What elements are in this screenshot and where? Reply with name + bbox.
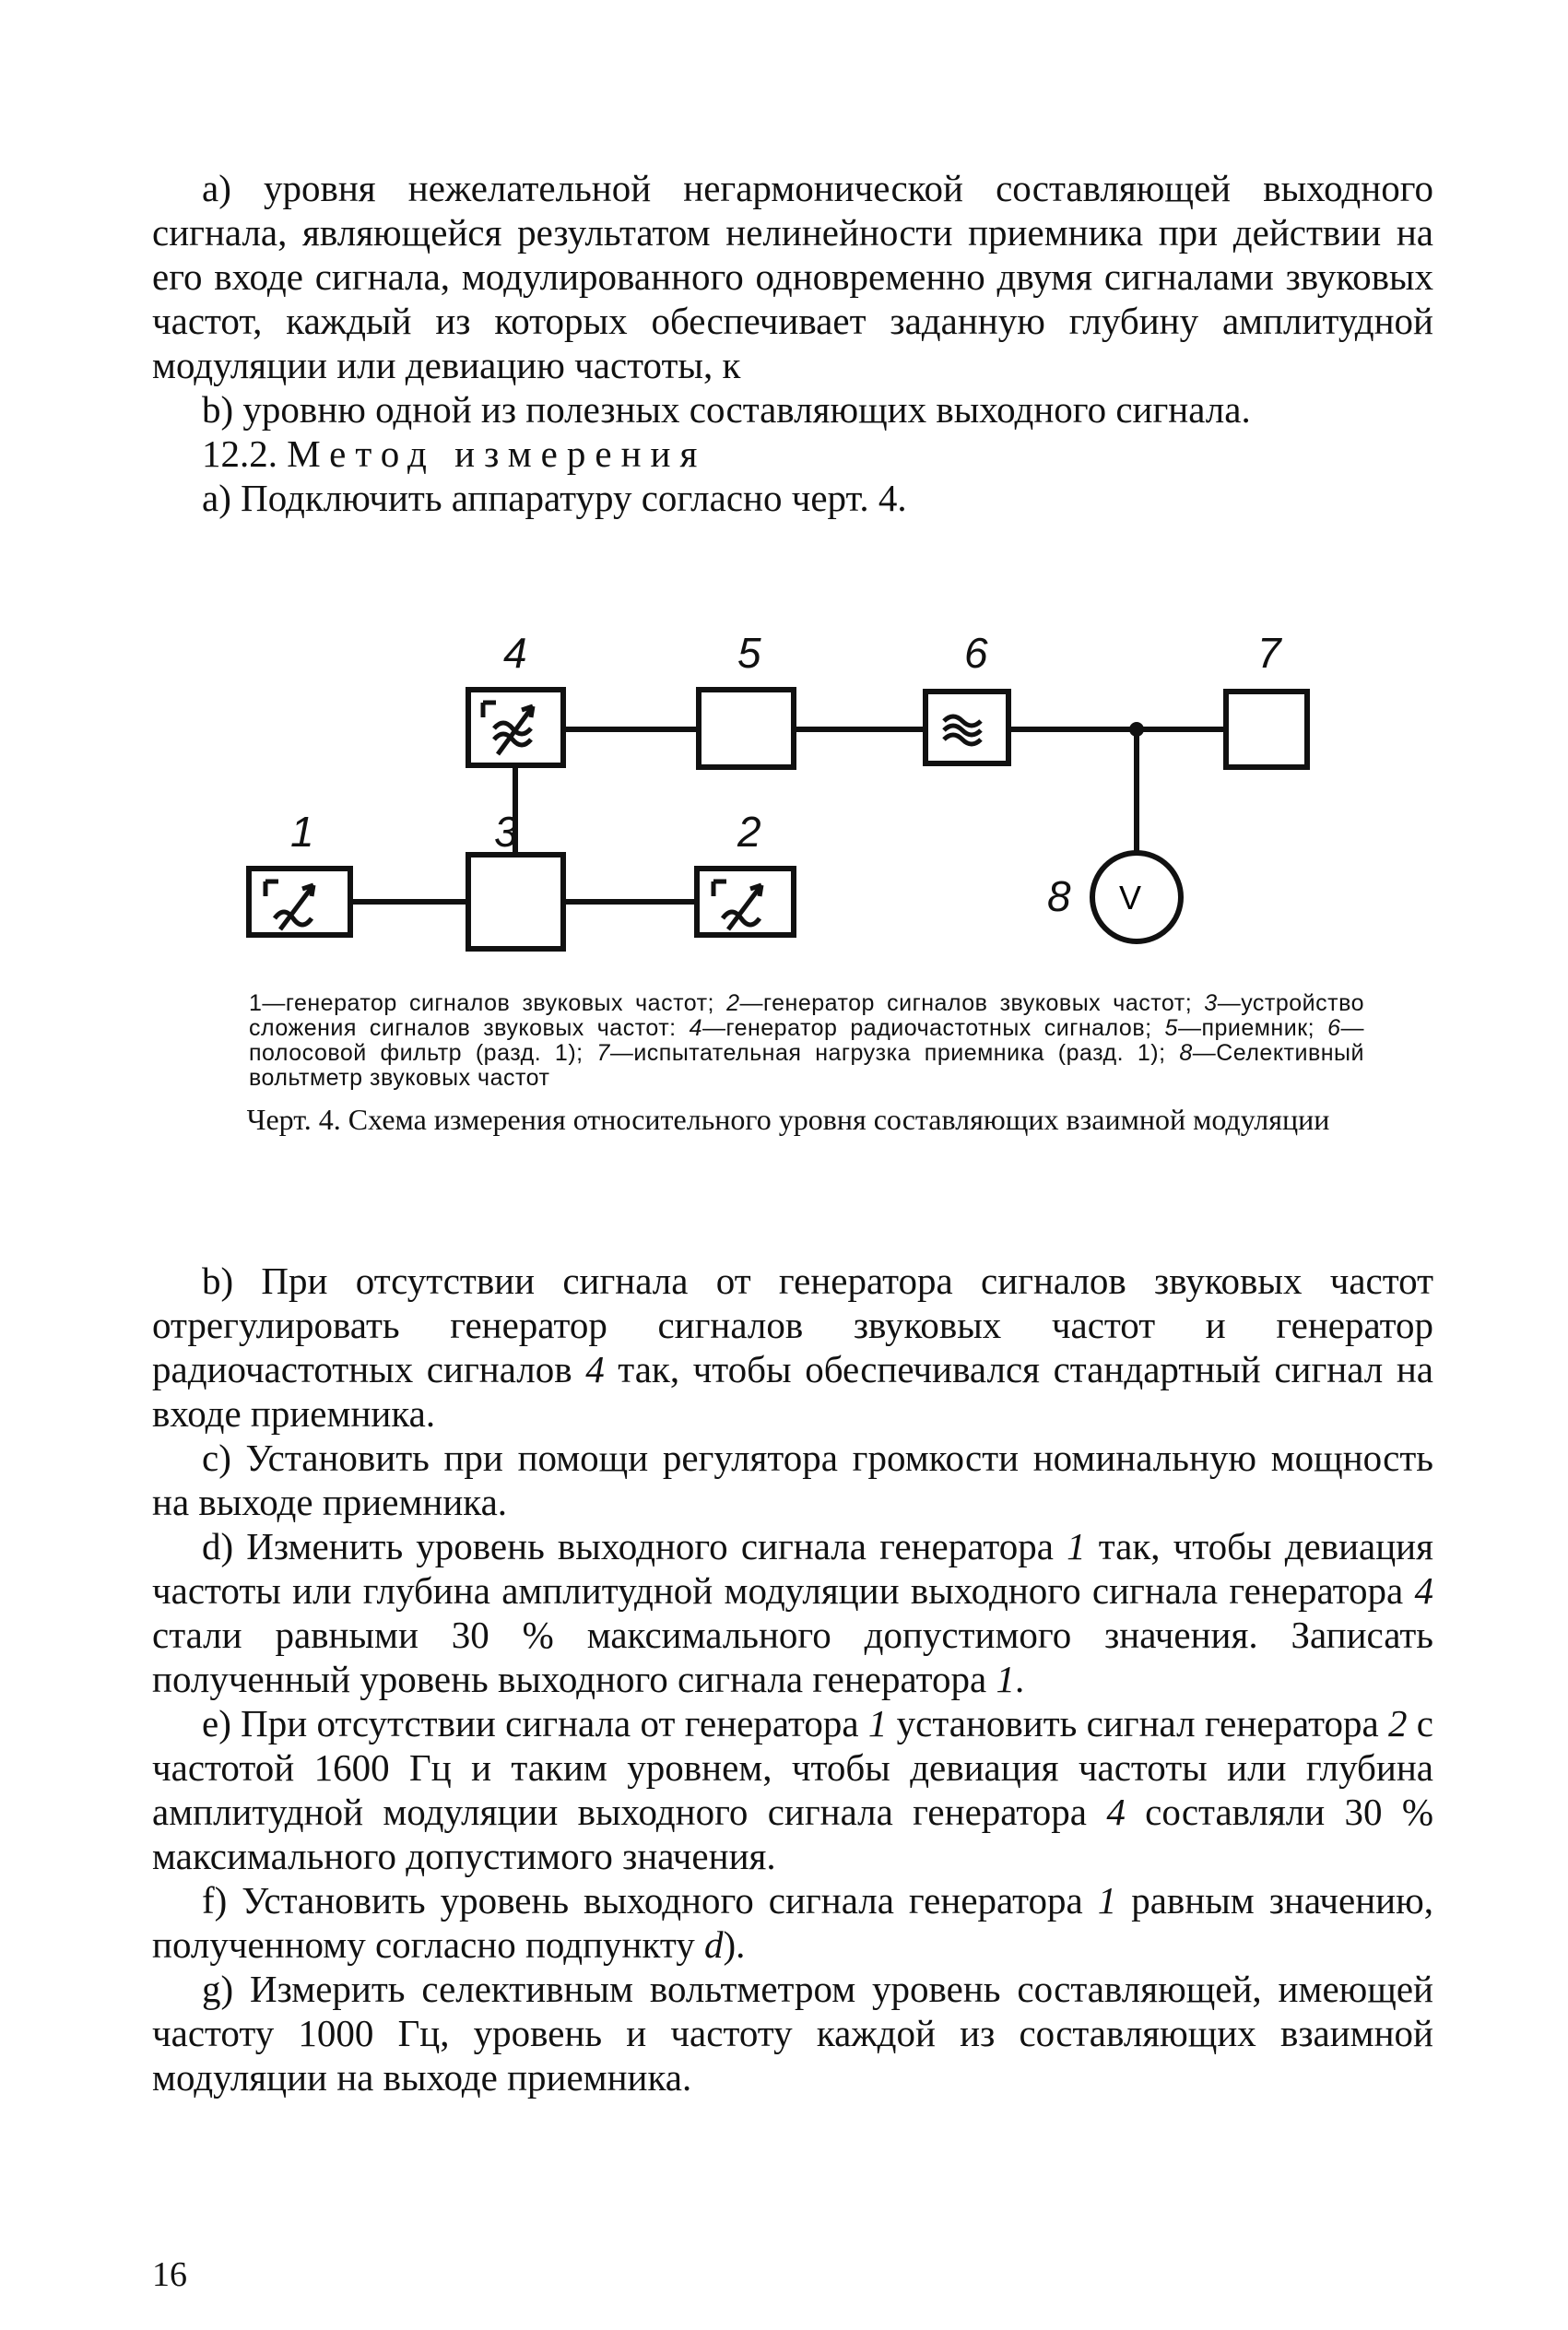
- top-text-block: [152, 166, 1433, 520]
- label-6: 6: [964, 629, 988, 677]
- adder-3-box: [468, 855, 563, 949]
- generator-1-symbol: [265, 881, 313, 929]
- paragraph-b-level: b) уровню одной из полезных составляющих выходного сигнала.: [202, 388, 1251, 431]
- label-8: 8: [1047, 872, 1071, 920]
- label-1: 1: [290, 808, 314, 856]
- figure-caption: Черт. 4. Схема измерения относительного уровня составляющих взаимной модуляции: [246, 1103, 1330, 1136]
- paragraph-a-connect: a) Подключить аппаратуру согласно черт. 4.: [202, 477, 907, 519]
- label-5: 5: [737, 629, 761, 677]
- label-7: 7: [1257, 629, 1281, 677]
- paragraph-g-measure: g) Измерить селективным вольтметром уровень составляющей, имеющей частоту 1000 Гц, уровень и частоту каждой из составляющих взаимной модуляции на выходе приемника.: [152, 1968, 1433, 2099]
- load-7-box: [1226, 692, 1307, 767]
- generator-symbols: [265, 703, 981, 929]
- label-4: 4: [503, 629, 527, 677]
- diagram-legend: 1—генератор сигналов звуковых частот; 2—генератор сигналов звуковых частот; 3—устройство сложения сигналов звуковых частот: 4—генератор радиочастотных сигналов; 5—приемник; 6—полосовой фильтр (разд. 1); 7—испытательная нагрузка приемника (разд. 1); 8—Селективный вольтметр звуковых частот: [249, 990, 1364, 1091]
- section-title: Метод измерения: [287, 432, 707, 475]
- label-3: 3: [494, 808, 518, 856]
- filter-6-box: [925, 692, 1008, 763]
- junction-dot: [1129, 722, 1144, 737]
- paragraph-f-restore: f) Установить уровень выходного сигнала генератора 1 равным значению, полученному согласно подпункту d).: [152, 1879, 1433, 1966]
- section-number: 12.2.: [202, 432, 277, 475]
- generator-4-symbol: [483, 703, 533, 754]
- receiver-5-box: [699, 690, 794, 767]
- paragraph-b-adjust: b) При отсутствии сигнала от генератора сигналов звуковых частот отрегулировать генератор сигналов звуковых частот и генератор радиочастотных сигналов 4 так, чтобы обеспечивался стандартный сигнал на входе приемника.: [152, 1260, 1433, 1435]
- bottom-text-block: [152, 1259, 1433, 2099]
- paragraph-e-generator2: e) При отсутствии сигнала от генератора 1 установить сигнал генератора 2 с частотой 1600 Гц и таким уровнем, чтобы девиация частоты или глубина амплитудной модуляции выходного сигнала генератора 4 составляли 30 % максимального допустимого значения.: [152, 1702, 1434, 1877]
- voltmeter-symbol: V: [1118, 879, 1142, 917]
- filter-6-symbol: [944, 716, 981, 744]
- section-heading: [152, 432, 1433, 476]
- paragraph-d-level: d) Изменить уровень выходного сигнала генератора 1 так, чтобы девиация частоты или глубина амплитудной модуляции выходного сигнала генератора 4 стали равными 30 % максимального допустимого значения. Записать полученный уровень выходного сигнала генератора 1.: [152, 1525, 1433, 1700]
- generator-2-symbol: [713, 881, 761, 929]
- paragraph-c-volume: c) Установить при помощи регулятора громкости номинальную мощность на выходе приемника.: [152, 1437, 1433, 1523]
- measurement-scheme-diagram: [221, 618, 1355, 1005]
- page-number: 16: [152, 2255, 187, 2294]
- label-2: 2: [737, 808, 761, 856]
- paragraph-a-level: a) уровня нежелательной негармонической составляющей выходного сигнала, являющейся результатом нелинейности приемника при действии на его входе сигнала, модулированного одновременно двумя сигналами звуковых частот, каждый из которых обеспечивает заданную глубину амплитудной модуляции или девиацию частоты, к: [152, 167, 1433, 386]
